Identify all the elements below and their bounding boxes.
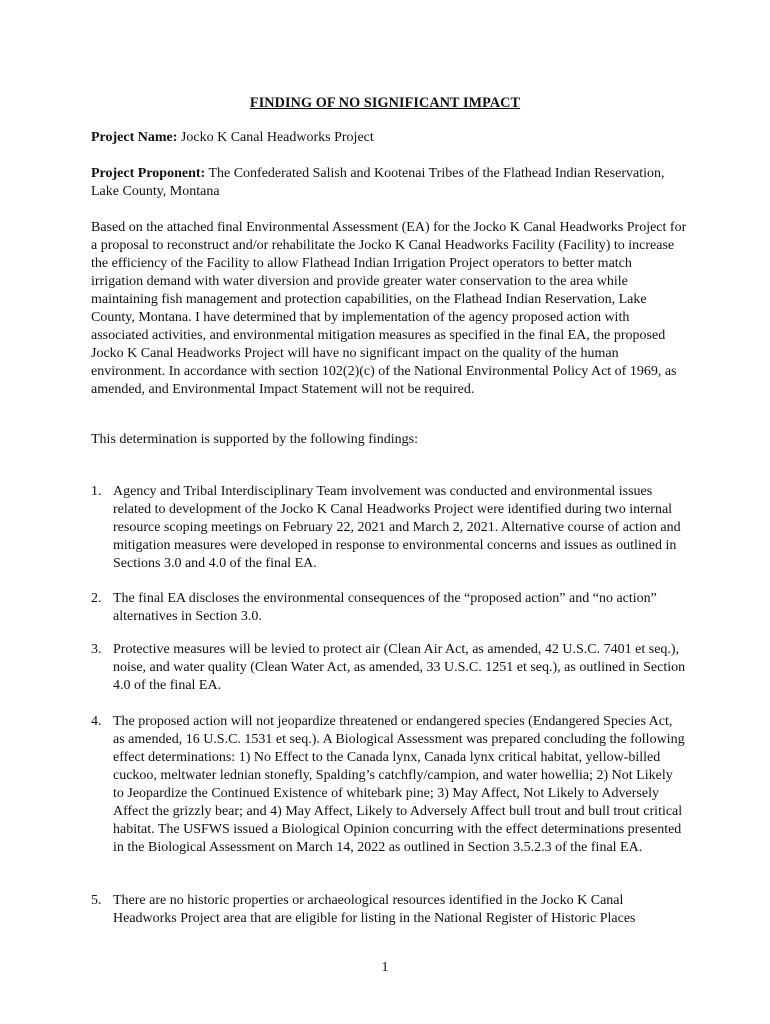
- finding-number: 5.: [91, 893, 102, 908]
- finding-item-1: [91, 483, 687, 573]
- finding-item-2: [91, 590, 687, 626]
- finding-number: 4.: [91, 714, 102, 729]
- finding-number: 1.: [91, 484, 102, 499]
- project-proponent-label: Project Proponent:: [91, 166, 206, 181]
- intro-paragraph: Based on the attached final Environmental Assessment (EA) for the Jocko K Canal Headworks Project for a proposal to reconstruct and/or rehabilitate the Jocko K Canal Headworks Facility (Facility) to increase the efficiency of the Facility to allow Flathead Indian Irrigation Project operators to better match irrigation demand with water diversion and provide greater water conservation to the area while maintaining fish management and protection capabilities, on the Flathead Indian Reservation, Lake County, Montana. I have determined that by implementation of the agency proposed action with associated activities, and environmental mitigation measures as specified in the final EA, the proposed Jocko K Canal Headworks Project will have no significant impact on the quality of the human environment. In accordance with section 102(2)(c) of the National Environmental Policy Act of 1969, as amended, and Environmental Impact Statement will not be required.: [91, 220, 687, 397]
- findings-intro: This determination is supported by the following findings:: [91, 432, 419, 447]
- finding-number: 2.: [91, 591, 102, 606]
- finding-item-3: [91, 641, 687, 695]
- document-title: FINDING OF NO SIGNIFICANT IMPACT: [249, 95, 521, 111]
- finding-text: The proposed action will not jeopardize threatened or endangered species (Endangered Species Act, as amended, 16 U.S.C. 1531 et seq.). A Biological Assessment was prepared concluding the following effect determinations: 1) No Effect to the Canada lynx, Canada lynx critical habitat, yellow-billed cuckoo, meltwater lednian stonefly, Spalding’s catchfly/campion, and water howellia; 2) Not Likely to Jeopardize the Continued Existence of whitebark pine; 3) May Affect, Not Likely to Adversely Affect the grizzly bear; and 4) May Affect, Likely to Adversely Affect bull trout and bull trout critical habitat. The USFWS issued a Biological Opinion concurring with the effect determinations presented in the Biological Assessment on March 14, 2022 as outlined in Section 3.5.2.3 of the final EA.: [113, 714, 685, 855]
- finding-text: The final EA discloses the environmental consequences of the “proposed action” and “no action” alternatives in Section 3.0.: [113, 591, 657, 624]
- finding-item-4: [91, 713, 687, 857]
- project-proponent-value: The Confederated Salish and Kootenai Tribes of the Flathead Indian Reservation, Lake County, Montana: [91, 166, 665, 199]
- finding-item-5: [91, 892, 687, 928]
- project-proponent-line: [91, 165, 687, 201]
- finding-text: There are no historic properties or archaeological resources identified in the Jocko K Canal Headworks Project area that are eligible for listing in the National Register of Historic Places: [113, 893, 636, 926]
- project-name-line: [91, 129, 687, 147]
- page-number: 1: [381, 960, 389, 975]
- finding-text: Agency and Tribal Interdisciplinary Team involvement was conducted and environmental issues related to development of the Jocko K Canal Headworks Project were identified during two internal resource scoping meetings on February 22, 2021 and March 2, 2021. Alternative course of action and mitigation measures were developed in response to environmental concerns and issues as outlined in Sections 3.0 and 4.0 of the final EA.: [113, 484, 681, 571]
- project-name-label: Project Name:: [91, 130, 178, 145]
- project-name-value: Jocko K Canal Headworks Project: [180, 130, 374, 145]
- finding-text: Protective measures will be levied to protect air (Clean Air Act, as amended, 42 U.S.C. 7401 et seq.), noise, and water quality (Clean Water Act, as amended, 33 U.S.C. 1251 et seq.), as outlined in Section 4.0 of the final EA.: [113, 642, 686, 693]
- finding-number: 3.: [91, 642, 102, 657]
